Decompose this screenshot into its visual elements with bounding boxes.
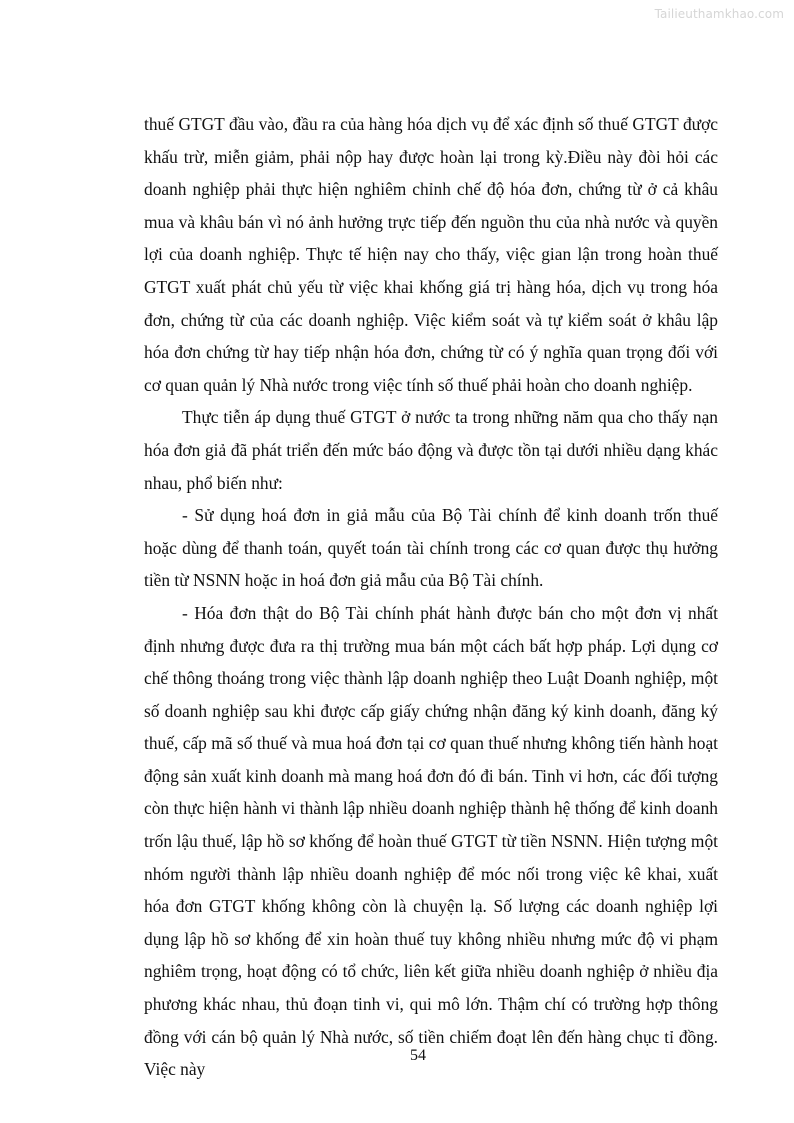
document-body (144, 108, 718, 1086)
paragraph: Thực tiễn áp dụng thuế GTGT ở nước ta trong những năm qua cho thấy nạn hóa đơn giả đã phát triển đến mức báo động và được tồn tại dưới nhiều dạng khác nhau, phổ biến như: (144, 407, 718, 493)
page-number: 54 (410, 1047, 426, 1064)
paragraph-continuation: thuế GTGT đầu vào, đầu ra của hàng hóa dịch vụ để xác định số thuế GTGT được khấu trừ, miễn giảm, phải nộp hay được hoàn lại trong kỳ.Điều này đòi hỏi các doanh nghiệp phải thực hiện nghiêm chỉnh chế độ hóa đơn, chứng từ ở cả khâu mua và khâu bán vì nó ảnh hưởng trực tiếp đến nguồn thu của nhà nước và quyền lợi của doanh nghiệp. Thực tế hiện nay cho thấy, việc gian lận trong hoàn thuế GTGT xuất phát chủ yếu từ việc khai khống giá trị hàng hóa, dịch vụ trong hóa đơn, chứng từ của các doanh nghiệp. Việc kiểm soát và tự kiểm soát ở khâu lập hóa đơn chứng từ hay tiếp nhận hóa đơn, chứng từ có ý nghĩa quan trọng đối với cơ quan quản lý Nhà nước trong việc tính số thuế phải hoàn cho doanh nghiệp. (144, 114, 718, 395)
list-item-paragraph: - Hóa đơn thật do Bộ Tài chính phát hành được bán cho một đơn vị nhất định nhưng được đưa ra thị trường mua bán một cách bất hợp pháp. Lợi dụng cơ chế thông thoáng trong việc thành lập doanh nghiệp theo Luật Doanh nghiệp, một số doanh nghiệp sau khi được cấp giấy chứng nhận đăng ký kinh doanh, đăng ký thuế, cấp mã số thuế và mua hoá đơn tại cơ quan thuế nhưng không tiến hành hoạt động sản xuất kinh doanh mà mang hoá đơn đó đi bán. Tinh vi hơn, các đối tượng còn thực hiện hành vi thành lập nhiều doanh nghiệp thành hệ thống để kinh doanh trốn lậu thuế, lập hồ sơ khống để hoàn thuế GTGT từ tiền NSNN. Hiện tượng một nhóm người thành lập nhiều doanh nghiệp để móc nối trong việc kê khai, xuất hóa đơn GTGT khống không còn là chuyện lạ. Số lượng các doanh nghiệp lợi dụng lập hồ sơ khống để xin hoàn thuế tuy không nhiều nhưng mức độ vi phạm nghiêm trọng, hoạt động có tổ chức, liên kết giữa nhiều doanh nghiệp ở nhiều địa phương khác nhau, thủ đoạn tinh vi, qui mô lớn. Thậm chí có trường hợp thông đồng với cán bộ quản lý Nhà nước, số tiền chiếm đoạt lên đến hàng chục tỉ đồng. Việc này (144, 602, 718, 1080)
list-item-paragraph: - Sử dụng hoá đơn in giả mẫu của Bộ Tài chính để kinh doanh trốn thuế hoặc dùng để thanh toán, quyết toán tài chính trong các cơ quan được thụ hưởng tiền từ NSNN hoặc in hoá đơn giả mẫu của Bộ Tài chính. (144, 505, 718, 591)
watermark: Tailieuthamkhao.com (654, 7, 784, 21)
